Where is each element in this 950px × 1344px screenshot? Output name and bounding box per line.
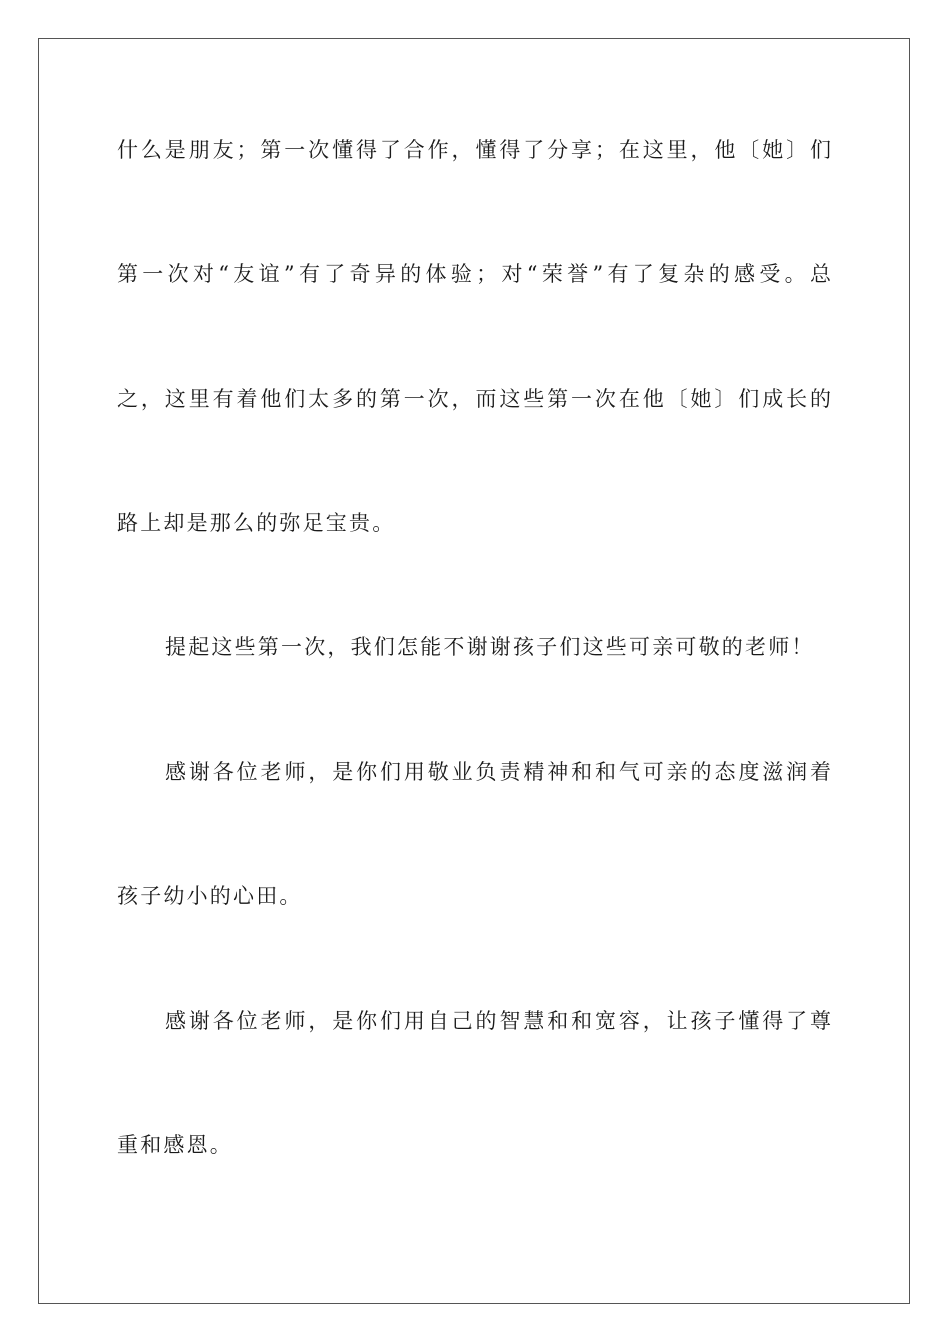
text-line: 孩子幼小的心田。 [117,884,303,908]
text-line: 路上却是那么的弥足宝贵。 [117,511,396,535]
text-line: 什么是朋友；第一次懂得了合作，懂得了分享；在这里，他〔她〕们 [117,138,831,162]
text-line: 之，这里有着他们太多的第一次，而这些第一次在他〔她〕们成长的 [117,387,831,411]
text-line: 重和感恩。 [117,1133,233,1157]
page-border [38,38,910,1304]
text-line: 第一次对“友谊”有了奇异的体验；对“荣誉”有了复杂的感受。总 [117,262,831,286]
paragraph-first-line: 感谢各位老师，是你们用敬业负责精神和和气可亲的态度滋润着 [165,760,831,784]
paragraph-first-line: 感谢各位老师，是你们用自己的智慧和和宽容，让孩子懂得了尊 [165,1009,831,1033]
paragraph-first-line: 提起这些第一次，我们怎能不谢谢孩子们这些可亲可敬的老师！ [165,635,815,659]
